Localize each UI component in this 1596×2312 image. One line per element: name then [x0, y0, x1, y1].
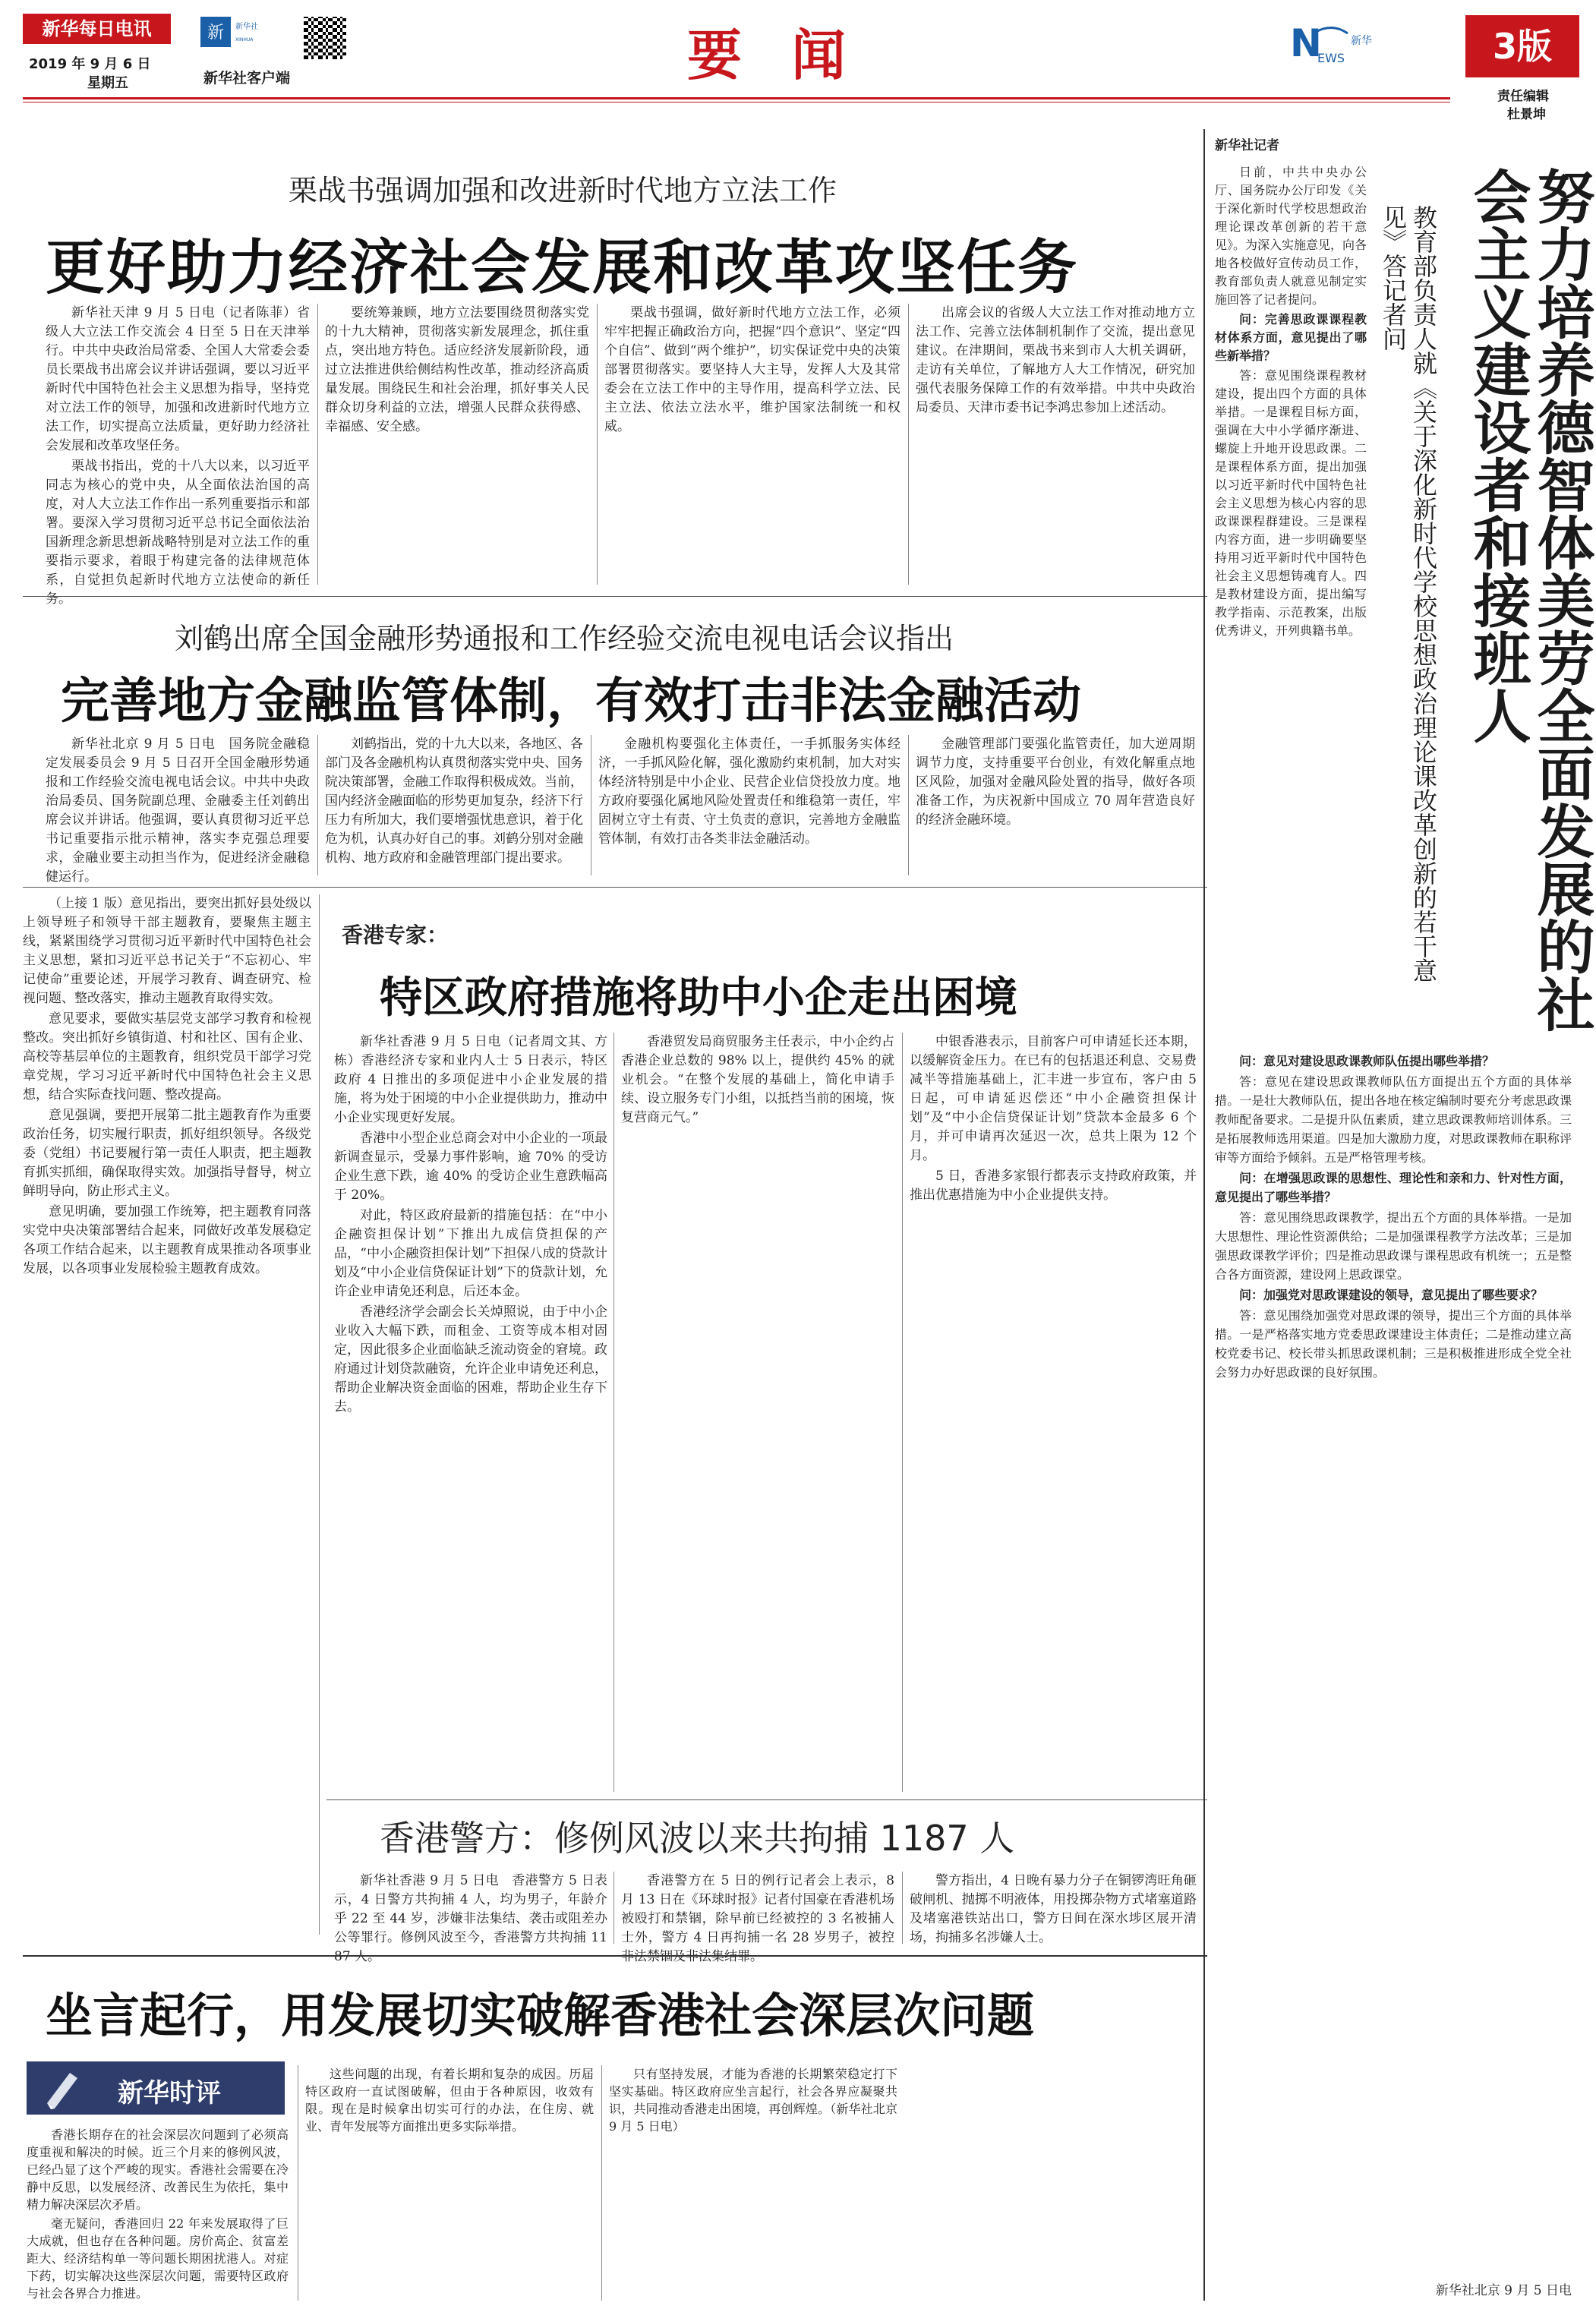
- article6-qa: 问：加强党对思政课建设的领导，意见提出了哪些要求？: [1239, 1288, 1544, 1302]
- article3-kicker: 香港专家：: [342, 923, 449, 948]
- client-qr-code[interactable]: [304, 17, 346, 59]
- article5-para: 毫无疑问，香港回归 22 年来发展取得了巨大成就，但也存在各种问题。房价高企、贫富差距大、经济结构单一等问题长期困扰港人。对症下药，切实解决这些深层次问题，需要特区政府与社会各界合力推进。: [27, 2216, 289, 2301]
- article2-para: 新华社北京 9 月 5 日电 国务院金融稳定发展委员会 9 月 5 日召开全国金融形势通报和工作经验交流电视电话会议。中共中央政治局委员、国务院副总理、金融委主任刘鹤出席会议并讲话。他强调，要认真贯彻习近平总书记重要指示批示精神，落实李克强总理要求，金融业要主动担当作为，促进经济金融稳健运行。: [46, 736, 310, 885]
- article2-para: 刘鹤指出，党的十九大以来，各地区、各部门及各金融机构认真贯彻落实党中央、国务院决策部署，金融工作取得积极成效。当前，国内经济金融面临的形势更加复杂，经济下行压力有所加大，我们要增强忧患意识，着于化危为机，认真办好自己的事。刘鹤分别对金融机构、地方政府和金融管理部门提出要求。: [325, 736, 583, 866]
- article1-col-1: [46, 304, 310, 607]
- article2-col-2: [325, 735, 583, 879]
- news-logo: [1287, 17, 1378, 70]
- client-label: 新华社客户端: [203, 70, 291, 87]
- masthead-rule-thin: [23, 102, 1450, 103]
- article6-subheadline: 教育部负责人就《关于深化新时代学校思想政治理论课改革创新的若干意见》答记者问: [1379, 205, 1438, 983]
- article3-para: 5 日，香港多家银行都表示支持政府政策，并推出优惠措施为中小企业提供支持。: [910, 1169, 1197, 1203]
- article3-para: 新华社香港 9 月 5 日电（记者周文其、方栋）香港经济专家和业内人士 5 日表示，特区政府 4 日推出的多项促进中小企业发展的措施，将为处于困境的中小企业提供助力，推动中小企业实现更好发展。: [334, 1034, 607, 1125]
- article6-qa: 答：意见围绕加强党对思政课的领导，提出三个方面的具体举措。一是严格落实地方党委思政课建设主体责任；二是推动建立高校党委书记、校长带头抓思政课机制；三是积极推进形成全党全社会努力办好思政课的良好氛围。: [1215, 1308, 1572, 1380]
- article3-para: 对此，特区政府最新的措施包括：在“中小企融资担保计划”下推出九成信贷担保的产品，“中小企融资担保计划”下担保八成的贷款计划及“中小企业信贷保证计划”下的贷款计划，允许企业申请免还利息，后还本金。: [334, 1208, 607, 1299]
- article1-kicker: 栗战书强调加强和改进新时代地方立法工作: [289, 174, 837, 207]
- page-number-badge: 3版: [1465, 15, 1579, 77]
- article6-qa: 答：意见围绕思政课教学，提出五个方面的具体举措。一是加大思想性、理论性资源供给；二是加强课程教学方法改革；三是加强思政课教学评价；四是推动思政课与课程思政有机统一；五是整合各方面资源，建设网上思政课堂。: [1215, 1210, 1572, 1282]
- paper-name-banner: 新华每日电讯: [23, 14, 171, 44]
- continuation-para: （上接 1 版）意见指出，要突出抓好县处级以上领导班子和领导干部主题教育，要聚焦主题主线，紧紧围绕学习贯彻习近平新时代中国特色社会主义思想，紧扣习近平总书记关于“不忘初心、牢记使命”重要论述，开展学习教育、调查研究、检视问题、整改落实，推动主题教育取得实效。: [23, 896, 311, 1006]
- xinhua-logo: [199, 15, 267, 58]
- article6-body: [1215, 1052, 1572, 2274]
- svg-text:XINHUA: XINHUA: [235, 37, 254, 43]
- article3-para: 香港中小型企业总商会对中小企业的一项最新调查显示，受暴力事件影响，逾 70% 的受访企业生意下跌，逾 40% 的受访企业生意跌幅高于 20%。: [334, 1131, 607, 1203]
- article1-para: 新华社天津 9 月 5 日电（记者陈菲）省级人大立法工作交流会 4 日至 5 日在天津举行。中共中央政治局常委、全国人大常委会委员长栗战书出席会议并讲话强调，要以习近平新时代中国特色社会主义思想为指导，坚持党对立法工作的领导，加强和改进新时代地方立法工作，切实提高立法质量，更好助力经济社会发展和改革攻坚任务。: [46, 305, 310, 453]
- svg-text:新华社: 新华社: [235, 23, 258, 31]
- article3-para: 香港经济学会副会长关焯照说，由于中小企业收入大幅下跌，而租金、工资等成本相对固定，因此很多企业面临缺乏流动资金的窘境。政府通过计划贷款融资，允许企业申请免还利息，帮助企业解决资金面临的困难，帮助企业生存下去。: [334, 1304, 607, 1415]
- continuation-para: 意见强调，要把开展第二批主题教育作为重要政治任务，切实履行职责，抓好组织领导。各级党委（党组）书记要履行第一责任人职责，把主题教育抓实抓细，确保取得实效。加强指导督导，树立鲜明导向，防止形式主义。: [23, 1108, 311, 1199]
- column-label: 新华时评: [118, 2078, 221, 2109]
- article5-para: 只有坚持发展，才能为香港的长期繁荣稳定打下坚实基础。特区政府应坐言起行，社会各界应凝聚共识，共同推动香港走出困境，再创辉煌。（新华社北京 9 月 5 日电）: [609, 2067, 897, 2134]
- article1-col-4: [916, 304, 1195, 588]
- article6-byline: 新华社记者: [1215, 138, 1279, 153]
- article2-kicker: 刘鹤出席全国金融形势通报和工作经验交流电视电话会议指出: [175, 622, 954, 655]
- article6-qa: 问：意见对建设思政课教师队伍提出哪些举措？: [1239, 1054, 1495, 1068]
- article6-qa: 答：意见围绕课程教材建设，提出四个方面的具体举措。一是课程目标方面，强调在大中小学循序渐进、螺旋上升地开设思政课。二是课程体系方面，提出加强以习近平新时代中国特色社会主义思想为核心内容的思政课课程群建设。三是课程内容方面，进一步明确要坚持用习近平新时代中国特色社会主义思想铸魂育人。四是教材建设方面，提出编写教学指南、示范教案，出版优秀讲义，开列典籍书单。: [1215, 368, 1367, 638]
- article4-para: 香港警方在 5 日的例行记者会上表示，8 月 13 日在《环球时报》记者付国豪在香港机场被殴打和禁锢，除早前已经被控的 3 名被捕人士外，警方 4 日再拘捕一名 28 岁男子，被控非法禁锢及非法集结罪。: [621, 1873, 894, 1964]
- article3-para: 香港贸发局商贸服务主任表示，中小企约占香港企业总数的 98% 以上，提供约 45% 的就业机会。“在整个发展的基础上，简化申请手续、设立服务专门小组，以抵挡当前的困境，恢复营商元气。”: [621, 1034, 894, 1125]
- article2-para: 金融管理部门要强化监管责任，加大逆周期调节力度，支持重要平台创业，有效化解重点地区风险，加强对金融风险处置的指导，做好各项准备工作，为庆祝新中国成立 70 周年营造良好的经济金融环境。: [916, 736, 1195, 828]
- article5-para: 这些问题的出现，有着长期和复杂的成因。历届特区政府一直试图破解，但由于各种原因，收效有限。现在是时候拿出切实可行的办法，在住房、就业、青年发展等方面推出更多实际举措。: [305, 2067, 594, 2134]
- article2-col-1: [46, 735, 310, 885]
- article4-headline: 香港警方：修例风波以来共拘捕 1187 人: [380, 1818, 1015, 1859]
- continuation-para: 意见要求，要做实基层党支部学习教育和检视整改。突出抓好乡镇街道、村和社区、国有企业、高校等基层单位的主题教育，组织党员干部学习党章党规，学习习近平新时代中国特色社会主义思想，结合实际查找问题、整改提高。: [23, 1011, 311, 1102]
- continuation-col: [23, 894, 311, 1927]
- column-label-badge: [27, 2061, 285, 2115]
- article6-headline: 努力培养德智体美劳全面发展的社会主义建设者和接班人: [1464, 167, 1595, 1033]
- svg-text:新华: 新华: [1351, 35, 1372, 47]
- masthead-rule: [23, 97, 1450, 99]
- svg-text:EWS: EWS: [1317, 51, 1345, 65]
- article3-para: 中银香港表示，目前客户可申请延长还本期，以缓解资金压力。在已有的包括退还利息、交易费减半等措施基础上，汇丰进一步宣布，客户由 5 日起，可申请延迟偿还“中小企融资担保计划”及“中小企信贷保证计划”贷款本金最多 6 个月，并可申请再次延迟一次，总共上限为 12 个月。: [910, 1034, 1197, 1163]
- article3-col-3: [910, 1033, 1197, 1792]
- article2-col-4: [916, 735, 1195, 879]
- article1-para: 出席会议的省级人大立法工作对推动地方立法工作、完善立法体制机制作了交流，提出意见建议。在津期间，栗战书来到市人大机关调研，走访有关单位，了解地方人大工作情况，研究加强代表服务保障工作的有效举措。中共中央政治局委员、天津市委书记李鸿忠参加上述活动。: [916, 305, 1195, 415]
- article5-para: 香港长期存在的社会深层次问题到了必须高度重视和解决的时候。近三个月来的修例风波，已经凸显了这个严峻的现实。香港社会需要在冷静中反思，以发展经济、改善民生为依托，集中精力解决深层次矛盾。: [27, 2127, 289, 2212]
- article6-intro-para: 日前，中共中央办公厅、国务院办公厅印发《关于深化新时代学校思想政治理论课改革创新的若干意见》。为深入实施意见，向各地各校做好宣传动员工作，教育部负责人就意见制定实施回答了记者提问。: [1215, 165, 1367, 307]
- article4-col-3: [910, 1872, 1197, 1948]
- article6-qa: 答：意见在建设思政课教师队伍方面提出五个方面的具体举措。一是壮大教师队伍，提出各地在核定编制时要充分考虑思政课教师配备要求。二是提升队伍素质，建立思政课教师培训体系。三是拓展教师选用渠道。四是加大激励力度，对思政课教师在职称评审等方面给予倾斜。五是严格管理考核。: [1215, 1074, 1572, 1165]
- article5-col-2: [305, 2065, 594, 2304]
- article1-para: 栗战书强调，做好新时代地方立法工作，必须牢牢把握正确政治方向，把握“四个意识”、坚定“四个自信”、做到“两个维护”，切实保证党中央的决策部署贯彻落实。要坚持人大主导，发挥人大及其常委会在立法工作中的主导作用，提高科学立法、民主立法、依法立法水平，维护国家法制统一和权威。: [604, 305, 901, 434]
- issue-date: 2019 年 9 月 6 日: [29, 56, 151, 72]
- svg-text:N: N: [1290, 21, 1322, 65]
- article1-headline: 更好助力经济社会发展和改革攻坚任务: [46, 234, 1079, 302]
- article4-para: 警方指出，4 日晚有暴力分子在铜锣湾旺角砸破闸机、抛掷不明液体，用投掷杂物方式堵塞道路及堵塞港铁站出口，警方日间在深水埗区展开清场，拘捕多名涉嫌人士。: [910, 1873, 1197, 1945]
- section-title: 要 闻: [687, 24, 862, 87]
- article5-headline: 坐言起行，用发展切实破解香港社会深层次问题: [46, 1988, 1035, 2043]
- svg-text:新: 新: [207, 24, 225, 43]
- article4-col-1: [334, 1872, 607, 1964]
- article1-col-2: [325, 304, 589, 588]
- article3-headline: 特区政府措施将助中小企走出困境: [380, 973, 1017, 1023]
- editor-label: 责任编辑: [1497, 89, 1549, 104]
- article1-para: 要统筹兼顾，地方立法要围绕贯彻落实党的十九大精神，贯彻落实新发展理念，抓住重点，突出地方特色。适应经济发展新阶段，通过立法推进供给侧结构性改革，推动经济高质量发展。围绕民生和社会治理，抓好事关人民群众切身利益的立法，增强人民群众获得感、幸福感、安全感。: [325, 305, 589, 434]
- article1-para: 栗战书指出，党的十八大以来，以习近平同志为核心的党中央，从全面依法治国的高度，对人大立法工作作出一系列重要指示和部署。要深入学习贯彻习近平总书记全面依法治国新理念新思想新战略特别是对立法工作的重要指示要求，着眼于构建完备的法律规范体系，自觉担负起新时代地方立法使命的新任务。: [46, 459, 310, 607]
- article6-dateline: 新华社北京 9 月 5 日电: [1435, 2283, 1572, 2298]
- article4-col-2: [621, 1872, 894, 1964]
- pen-icon: [36, 2061, 89, 2115]
- article3-col-1: [334, 1033, 607, 1792]
- article1-col-3: [604, 304, 901, 588]
- article3-col-2: [621, 1033, 894, 1792]
- article2-col-3: [598, 735, 901, 879]
- article6-qa: 问：完善思政课课程教材体系方面，意见提出了哪些新举措？: [1215, 312, 1367, 363]
- article2-para: 金融机构要强化主体责任，一手抓服务实体经济，一手抓风险化解，强化激励约束机制，加大对实体经济特别是中小企业、民营企业信贷投放力度。地方政府要强化属地风险处置责任和维稳第一责任，牢固树立守土有责、守土负责的意识，完善地方金融监管体制，有效打击各类非法金融活动。: [598, 736, 901, 847]
- xinhua-emblem-icon: [199, 15, 267, 58]
- article2-headline: 完善地方金融监管体制，有效打击非法金融活动: [61, 673, 1081, 730]
- article5-col-3: [609, 2065, 897, 2304]
- article6-qa: 问：在增强思政课的思想性、理论性和亲和力、针对性方面，意见提出了哪些举措？: [1215, 1171, 1572, 1204]
- article5-col-1: [27, 2126, 289, 2304]
- continuation-para: 意见明确，要加强工作统筹，把主题教育同落实党中央决策部署结合起来，同做好改革发展稳定各项工作结合起来，以主题教育成果推动各项事业发展，以各项事业发展检验主题教育成效。: [23, 1204, 311, 1276]
- article4-para: 新华社香港 9 月 5 日电 香港警方 5 日表示，4 日警方共拘捕 4 人，均为男子，年龄介乎 22 至 44 岁，涉嫌非法集结、袭击或阻差办公等罪行。修例风波至今，香港警方共拘捕 1187 人。: [334, 1873, 607, 1964]
- article6-intro: [1215, 163, 1367, 1036]
- editor-name: 杜景坤: [1507, 107, 1546, 122]
- xinhua-net-logo-icon: [1287, 17, 1378, 70]
- issue-weekday: 星期五: [87, 75, 128, 91]
